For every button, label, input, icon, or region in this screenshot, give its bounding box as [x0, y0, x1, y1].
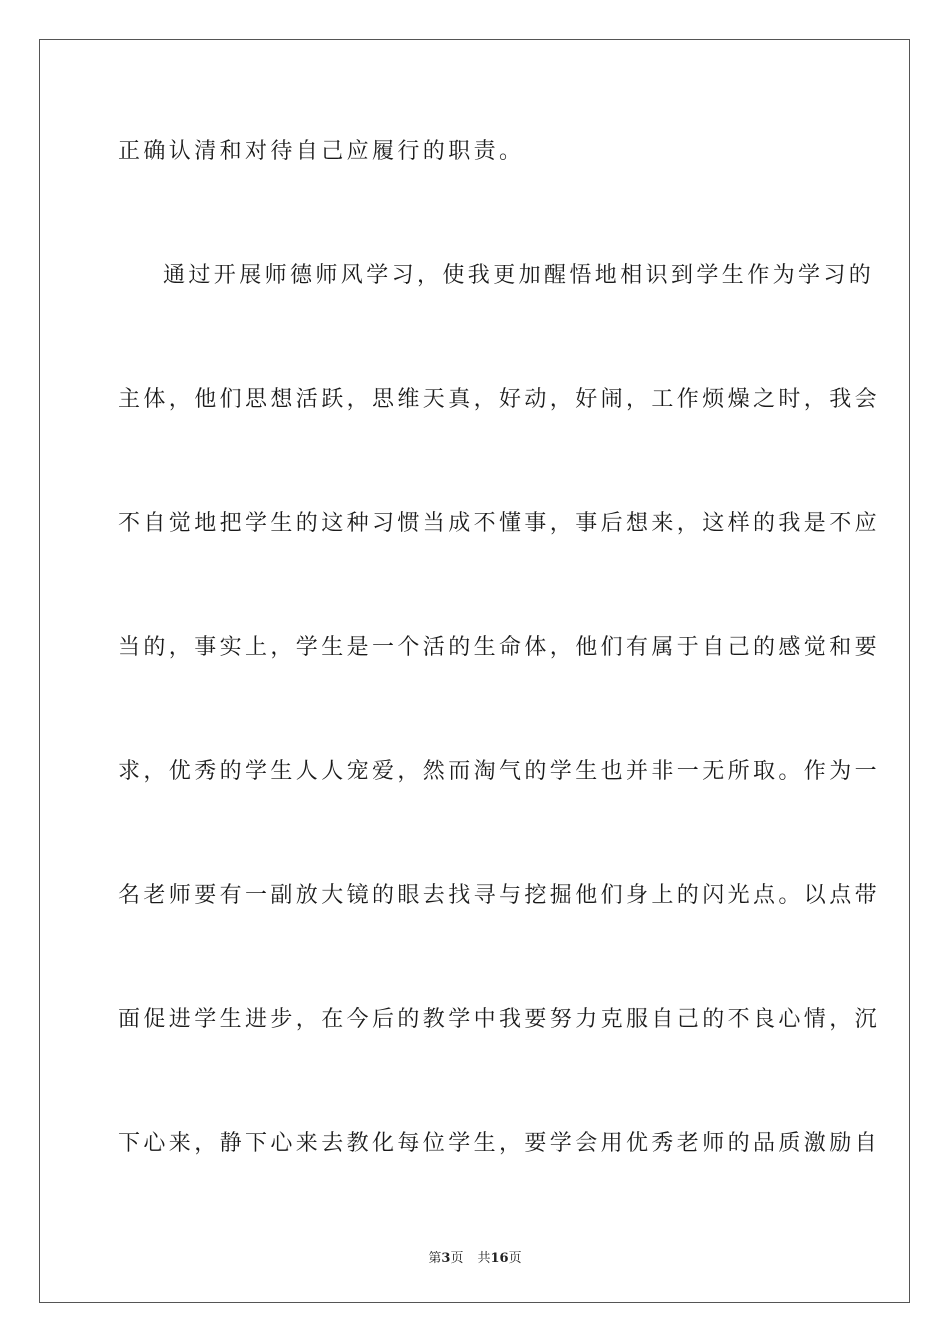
- paragraph-line: 正确认清和对待自己应履行的职责。: [118, 139, 525, 164]
- page-footer: [0, 1247, 950, 1266]
- paragraph-line: 名老师要有一副放大镜的眼去找寻与挖掘他们身上的闪光点。以点带: [118, 883, 881, 908]
- total-prefix: 共: [477, 1251, 491, 1266]
- paragraph-line: 下心来，静下心来去教化每位学生，要学会用优秀老师的品质激励自: [118, 1131, 881, 1156]
- paragraph-line: 求，优秀的学生人人宠爱，然而淘气的学生也并非一无所取。作为一: [118, 759, 881, 784]
- page-suffix: 页: [450, 1251, 464, 1266]
- total-suffix: 页: [508, 1251, 522, 1266]
- total-pages: 16: [490, 1251, 509, 1266]
- page-frame: [39, 39, 910, 1303]
- paragraph-line: 面促进学生进步，在今后的教学中我要努力克服自己的不良心情，沉: [118, 1007, 881, 1032]
- page-prefix: 第: [428, 1251, 442, 1266]
- paragraph-line: 不自觉地把学生的这种习惯当成不懂事，事后想来，这样的我是不应: [118, 511, 881, 536]
- paragraph-line: 当的，事实上，学生是一个活的生命体，他们有属于自己的感觉和要: [118, 635, 881, 660]
- page-number: 3: [441, 1251, 451, 1266]
- paragraph-line: 主体，他们思想活跃，思维天真，好动，好闹，工作烦燥之时，我会: [118, 387, 881, 412]
- paragraph-line: 通过开展师德师风学习，使我更加醒悟地相识到学生作为学习的: [163, 263, 875, 288]
